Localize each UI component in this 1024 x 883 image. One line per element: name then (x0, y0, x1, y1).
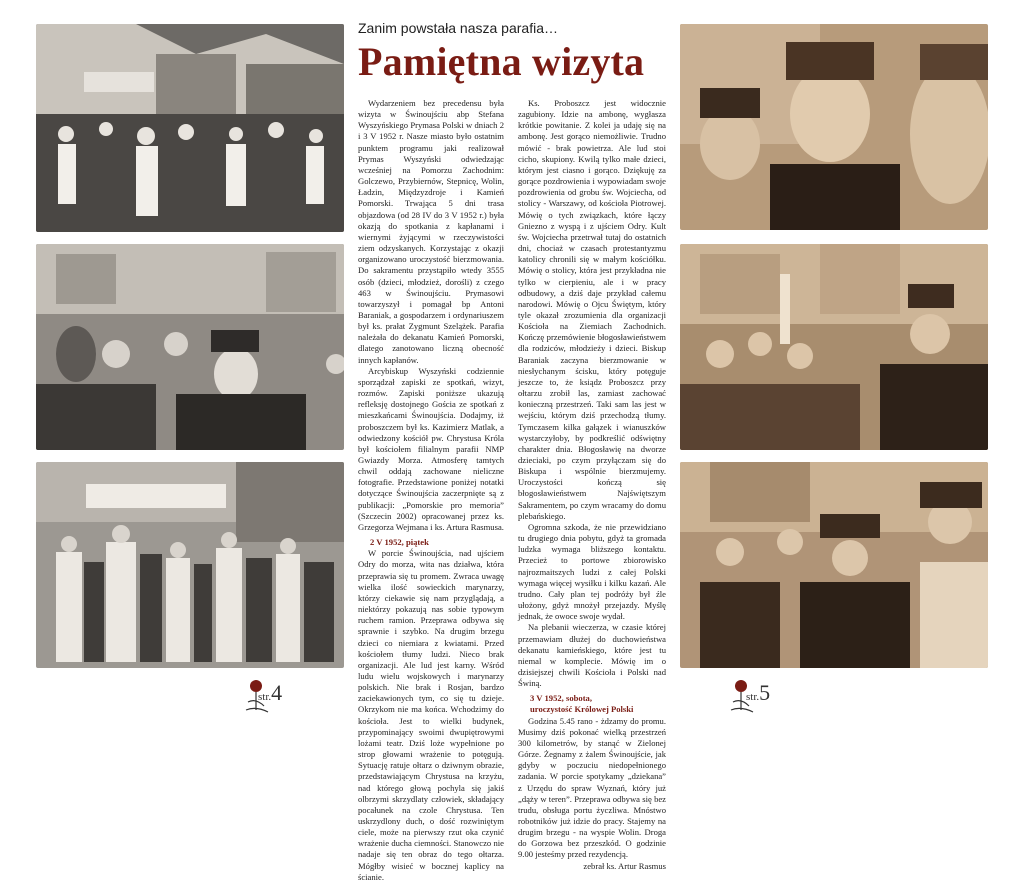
page-num: 4 (271, 680, 283, 705)
photo-primate-portrait-sepia (680, 24, 988, 230)
page-num: 5 (759, 680, 771, 705)
photo-clergy-procession (36, 462, 344, 668)
paragraph: Na plebanii wieczerza, w czasie której przemawiam dłużej do duchowieństwa dekanatu kamieńskiego, które jest tu niemal w komplecie. Mówię im o dzisiejszej chwili Kościoła i Polski nad Świną. (518, 622, 666, 689)
date-heading: 3 V 1952, sobota, (530, 693, 592, 704)
page-number-left (258, 680, 282, 706)
photo-primate-crowd (36, 244, 344, 450)
paragraph: W porcie Świnoujścia, nad ujściem Odry do morza, wita nas działwa, która przeprawia się tu promem. Zwraca uwagę wielka ilość sowieckich marynarzy, którzy ciekawie się nam przyglądają, a niektórzy pokazują nas sobie typowym ruchem ramion. Przeprawa odbywa się sprawnie i szybko. Na drugim brzegu dzieci co niemiara z kwiatami. Przed kościołem tłumy ludzi. Nieco brak organizacji. Ale lud jest karny. Wśród ludu wielu wojskowych i marynarzy polskich. Nie brak i Rosjan, bardzo zaciekawionych tym, co się tu dzieje. Okrzykom nie ma końca. Wchodzimy do kościoła. Jest to wielki budynek, przypominający swoimi dwupiętrowymi lożami teatr. Dziś loże wypełnione po strop głowami wrażenie to potęgują. Sytuację ratuje ołtarz o dziwnym obrazie, przedstawiającym Chrystusa na krzyżu, nad którego głową pochyla się jakiś olbrzymi skrzydlaty człowiek, składający pocałunek na czole Chrystusa. Ten uskrzydlony duch, o dość rozwiniętym ciele, może na pierwszy rzut oka czynić wrażenie ducha ciemności. Stanowczo nie nadaje się ten obraz do tego ołtarza. Mógłby wisieć w bocznej kaplicy na ścianie. (358, 548, 504, 882)
photo-blessing-crowd-sepia (680, 244, 988, 450)
paragraph: Ogromna szkoda, że nie przewidziano tu drugiego dnia pobytu, gdyż ta gromada ludzka wymaga bliższego kontaktu. Przecież to portowe zbiorowisko najrozmaitszych ludzi z całej Polski wymaga więcej wysiłku i kilku kazań. Ale trudno. Cały plan tej podróży był źle ułożony, gdyż mnożył przejazdy. Myślę jednak, że owoce swoje wydał. (518, 521, 666, 622)
page-number-right (746, 680, 770, 706)
photo-clergy-group-sepia (680, 462, 988, 668)
kicker: Zanim powstała nasza parafia… (358, 20, 558, 36)
article-column-2 (518, 98, 666, 872)
date-heading: 2 V 1952, piątek (370, 537, 429, 548)
photo-procession-street (36, 24, 344, 232)
paragraph: Godzina 5.45 rano - żdzamy do promu. Musimy dziś pokonać wielką przestrzeń 300 kilometrów, by stanąć w Zielonej Górze. Żegnamy z żalem Świnoujście, jak gdyby w poczuciu niedopełnionego zadania. W porcie spotykamy „dziekana” z Urzędu do spraw Wyznań, który już „dąży w teren”. Przeprawa odbywa się bez trudu, obsługa portu życzliwa. Mnóstwo robotników już idzie do pracy. Stajemy na drugim brzegu - na wyspie Wolin. Droga do Gorzowa bez przeszkód. O godzinie 9.00 jesteśmy przed rezydencją. (518, 715, 666, 860)
page-prefix: str. (746, 691, 760, 703)
page-title: Pamiętna wizyta (358, 39, 645, 84)
paragraph: Wydarzeniem bez precedensu była wizyta w Świnoujściu abp Stefana Wyszyńskiego Prymasa Polski w dniach 2 i 3 V 1952 r. Nasze miasto było ostatnim punktem programu jaki realizował Prymas Wyszyński odwiedzając wcześniej na Pomorzu Zachodnim: Golczewo, Przybiernów, Stepnicę, Wolin, Ładzin, Międzyzdroje i Kamień Pomorski. Trwająca 5 dni trasa objazdowa (od 28 IV do 3 V 1952 r.) była okazją do spotkania z kapłanami i wiernymi żyjącymi w rzeczywistości ziem odzyskanych. Korzystając z okazji organizowano uroczystość bierzmowania. Do sakramentu przystąpiło wtedy 3555 osób (dzieci, młodzież, dorośli) z czego 463 w Świnoujściu. Prymasowi towarzyszył i pomagał bp Antoni Baraniak, a gospodarzem i ordynariuszem był ks. prałat Zygmunt Szelążek. Parafia należała do dekanatu Kamień Pomorski, dlatego zanotowano liczną obecność innych kapłanów. (358, 98, 504, 365)
paragraph: Ks. Proboszcz jest widocznie zagubiony. Idzie na ambonę, wygłasza krótkie powitanie. Z kolei ja udaję się na ambonę. Jest gorąco niemożliwie. Trudno mówić - brak powietrza. Ale lud stoi cicho, skupiony. Kwilą tylko małe dzieci, którym jest ciasno i gorąco. Dziękuję za gorące pozdrowienia i wypowiadam swoje pozdrowienia od grobu św. Wojciecha, od stolicy - Warszawy, od kościoła Piotrowej. Mówię o tych związkach, które łączy Gniezno z wyspą i z ujściem Odry. Kult św. Wojciecha przetrwał tutaj do ostatnich dni, chociaż w czasach protestantyzmu katolicy chronili się w małym kościółku. Mówię o stolicy, która jest przykładna nie tylko w cierpieniu, ale i w pracy odbudowy, a dziś daje przykład całemu narodowi. Mówię o Ojcu Świętym, który tyle okazał zrozumienia dla organizacji Kościoła na Ziemiach Zachodnich. Kończę przemówienie błogosławieństwem dla rodziców, młodzieży i dzieci. Biskup Baraniak zaczyna bierzmowanie w niesłychanym ścisku, który potęguje jeszcze to, że ksiądz Proboszcz przy ołtarzu zrobił las, zamiast zachować konieczną przestrzeń. Taki sam las jest w wejściu, którym dziś przechodzą tłumy. Tymczasem kilka gałązek i wianuszków wystarczyłoby, by podkreślić odświętny charakter dnia. Błogosławię na dworze dzieciaki, po czym przyłączam się do Biskupa i wspólnie bierzmujemy. Uroczystości kończą się błogosławieństwem Najświętszym Sakramentem, po czym wracamy do domu plebańskiego. (518, 98, 666, 521)
page-prefix: str. (258, 691, 272, 703)
article-column-1 (358, 98, 504, 883)
signature: zebrał ks. Artur Rasmus (583, 860, 666, 871)
paragraph: Arcybiskup Wyszyński codziennie sporządzał zapiski ze spotkań, wizyt, rozmów. Zapiski poniższe ukazują refleksję dostojnego Gościa ze spotkań z mieszkańcami Świnoujścia. Dodajmy, iż proboszczem był ks. Kazimierz Matlak, a odwiedzony kościół pw. Chrystusa Króla był kościołem filialnym parafii NMP Gwiazdy Morza. Atmosferę tamtych chwil oddają zachowane nieliczne fotografie. Przedstawione poniżej notatki dotyczące Świnoujścia zaczerpnięte są z publikacji: „Pomorskie pro memoria” (Szczecin 2002) opracowanej przez ks. Grzegorza Wejmana i ks. Artura Rasmusa. (358, 365, 504, 532)
date-heading-sub: uroczystość Królowej Polski (530, 704, 634, 715)
